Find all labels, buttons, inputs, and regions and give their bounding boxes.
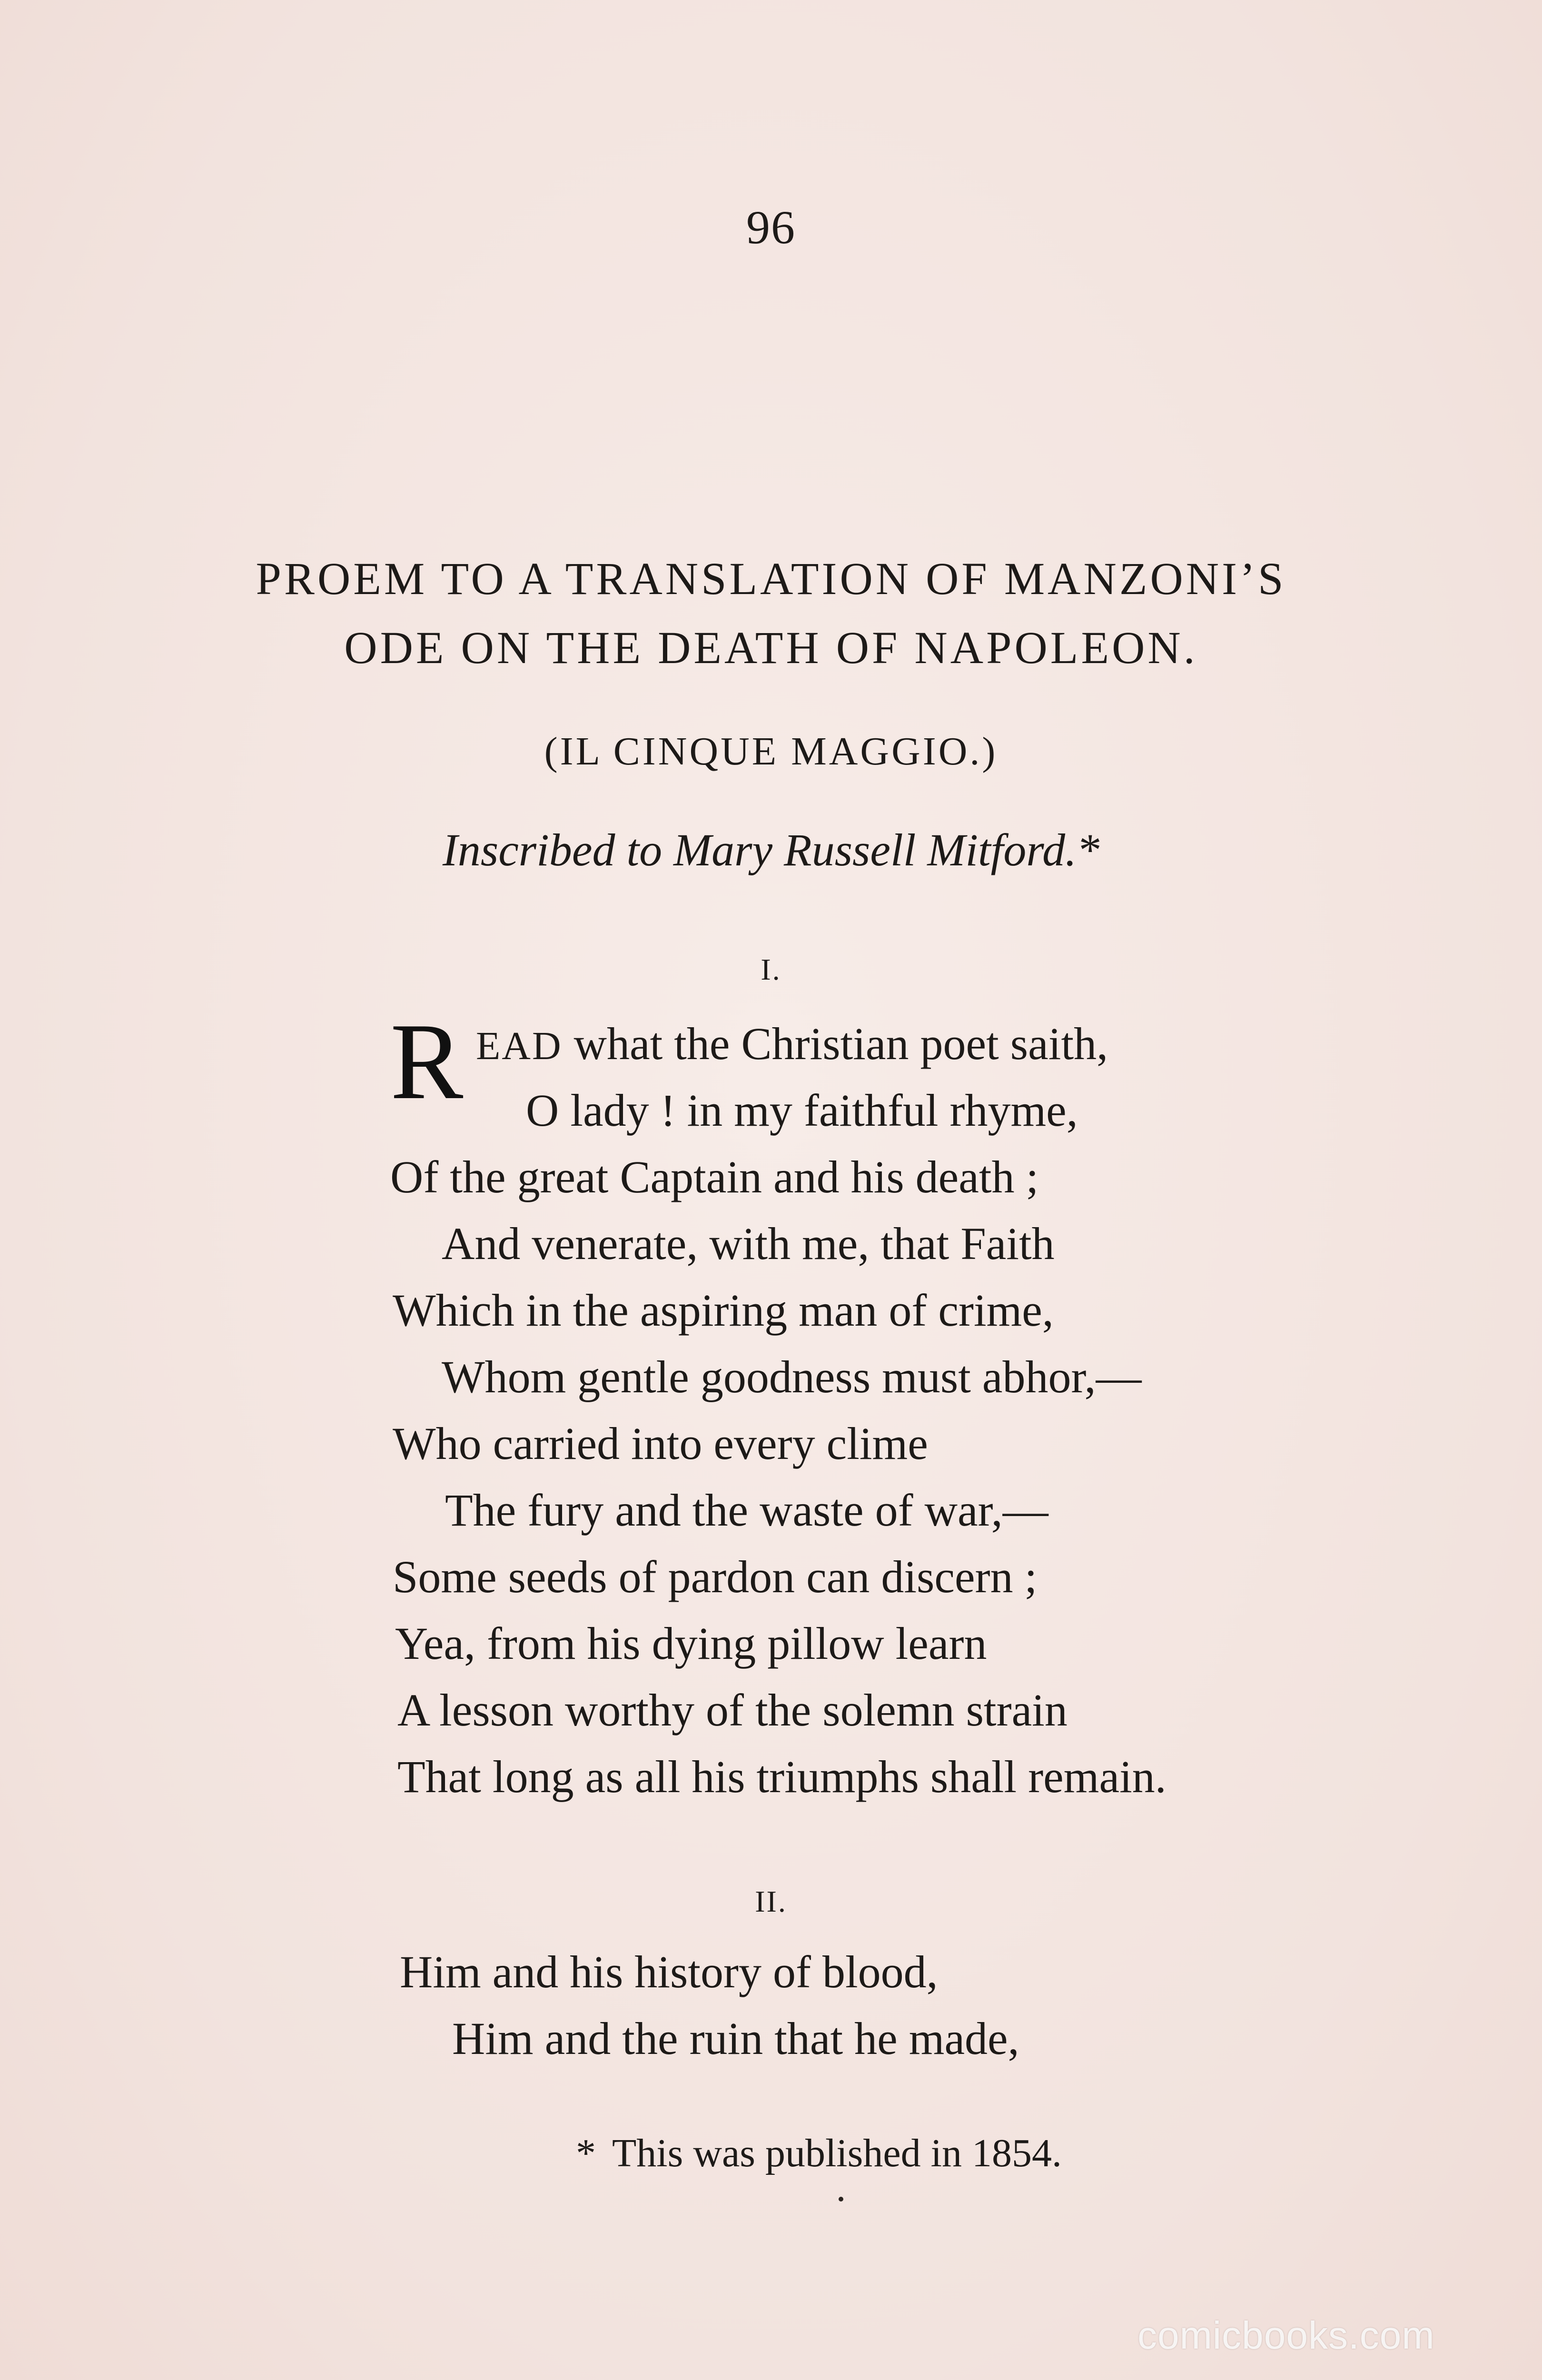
poem-line: O lady ! in my faithful rhyme, — [526, 1085, 1078, 1136]
footnote — [576, 2130, 1062, 2176]
poem-line: Him and the ruin that he made, — [452, 2013, 1019, 2064]
poem-line — [476, 1018, 1108, 1069]
poem-title-line-1: PROEM TO A TRANSLATION OF MANZONI’S — [256, 553, 1286, 604]
poem-subtitle: (IL CINQUE MAGGIO.) — [544, 729, 998, 774]
first-word-caps: EAD — [476, 1024, 563, 1068]
drop-cap: R — [390, 1001, 464, 1122]
poem-title-line-2: ODE ON THE DEATH OF NAPOLEON. — [344, 622, 1198, 673]
poem-line: Of the great Captain and his death ; — [390, 1151, 1039, 1202]
poem-line: And venerate, with me, that Faith — [442, 1218, 1055, 1269]
dedication: Inscribed to Mary Russell Mitford.* — [442, 824, 1100, 875]
page-number: 96 — [746, 201, 796, 254]
poem-line: Him and his history of blood, — [400, 1946, 938, 1997]
poem-line: Which in the aspiring man of crime, — [393, 1285, 1054, 1336]
poem-line: A lesson worthy of the solemn strain — [397, 1685, 1068, 1735]
poem-line: Who carried into every clime — [393, 1418, 928, 1469]
section-number-2: II. — [755, 1884, 787, 1918]
poem-line: That long as all his triumphs shall remain. — [397, 1751, 1166, 1802]
first-line-rest: what the Christian poet saith, — [562, 1018, 1108, 1069]
section-number-1: I. — [761, 952, 781, 986]
poem-line: Whom gentle goodness must abhor,— — [442, 1351, 1142, 1402]
poem-line: Some seeds of pardon can discern ; — [393, 1551, 1038, 1602]
poem-line: The fury and the waste of war,— — [445, 1485, 1048, 1536]
ink-dot — [839, 2197, 843, 2202]
site-watermark: comicbooks.com — [1137, 2314, 1435, 2357]
footnote-marker: * — [576, 2131, 596, 2175]
footnote-text: This was published in 1854. — [612, 2131, 1062, 2175]
poem-line: Yea, from his dying pillow learn — [395, 1618, 987, 1669]
